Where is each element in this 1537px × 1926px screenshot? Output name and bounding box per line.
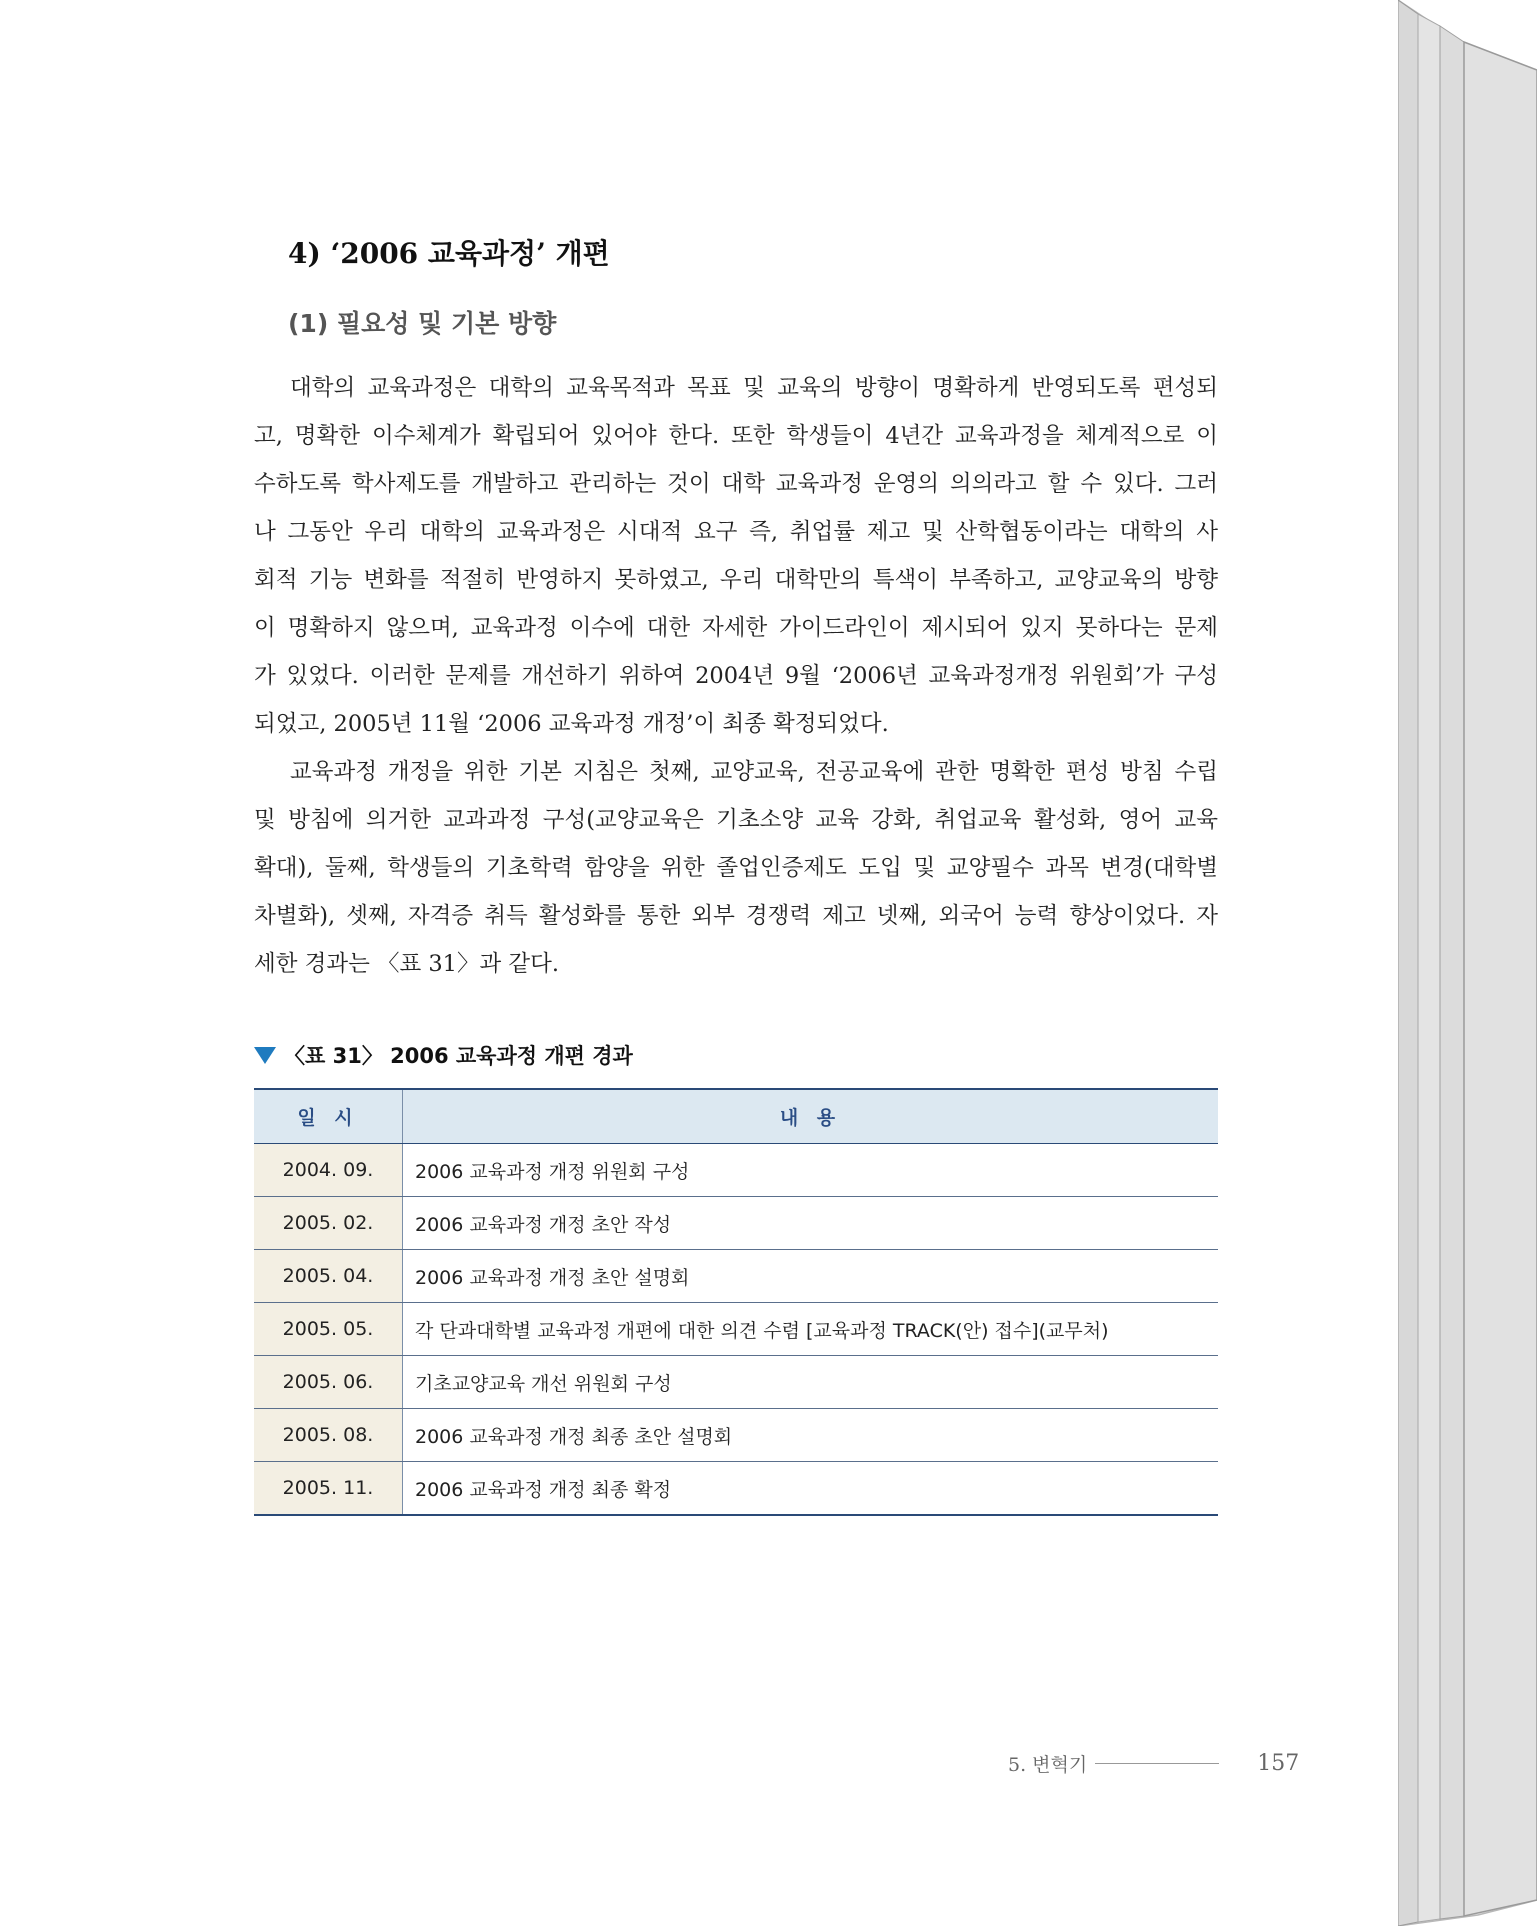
table-row <box>254 1409 1218 1462</box>
table-row <box>254 1303 1218 1356</box>
table-row <box>254 1356 1218 1409</box>
table-caption <box>254 1040 633 1070</box>
paragraph-line: 교육과정 개정을 위한 기본 지침은 첫째, 교양교육, 전공교육에 관한 명확한 편성 방침 수립 <box>290 759 1218 785</box>
paragraph-2 <box>254 748 1218 988</box>
paragraph-line: 이 명확하지 않으며, 교육과정 이수에 대한 자세한 가이드라인이 제시되어 있지 못하다는 문제 <box>254 615 1218 641</box>
paragraph-line: 가 있었다. 이러한 문제를 개선하기 위하여 2004년 9월 ‘2006년 교육과정개정 위원회’가 구성 <box>254 663 1218 689</box>
paragraph-line: 수하도록 학사제도를 개발하고 관리하는 것이 대학 교육과정 운영의 의의라고 할 수 있다. 그러 <box>254 471 1218 497</box>
cell-content: 2006 교육과정 개정 초안 작성 <box>403 1197 1219 1250</box>
cell-content: 기초교양교육 개선 위원회 구성 <box>403 1356 1219 1409</box>
cell-content: 각 단과대학별 교육과정 개편에 대한 의견 수렴 [교육과정 TRACK(안) 접수](교무처) <box>403 1303 1219 1356</box>
chapter-label: 5. 변혁기 <box>1008 1754 1088 1776</box>
table-row <box>254 1462 1218 1516</box>
paragraph-line: 세한 경과는 〈표 31〉과 같다. <box>254 951 560 977</box>
table-header-row <box>254 1089 1218 1144</box>
paragraph-line: 되었고, 2005년 11월 ‘2006 교육과정 개정’이 최종 확정되었다. <box>254 711 889 737</box>
table-row <box>254 1197 1218 1250</box>
header-date: 일 시 <box>254 1089 403 1144</box>
cell-date: 2005. 02. <box>254 1197 403 1250</box>
paragraph-1 <box>254 364 1218 748</box>
table-row <box>254 1144 1218 1197</box>
cell-date: 2005. 11. <box>254 1462 403 1516</box>
triangle-down-icon <box>254 1047 276 1064</box>
section-title: 4) ‘2006 교육과정’ 개편 <box>288 237 610 270</box>
paragraph-line: 나 그동안 우리 대학의 교육과정은 시대적 요구 즉, 취업률 제고 및 산학협동이라는 대학의 사 <box>254 519 1218 545</box>
cell-date: 2004. 09. <box>254 1144 403 1197</box>
paragraph-line: 대학의 교육과정은 대학의 교육목적과 목표 및 교육의 방향이 명확하게 반영되도록 편성되 <box>290 375 1218 401</box>
cell-content: 2006 교육과정 개정 초안 설명회 <box>403 1250 1219 1303</box>
book-page-edges <box>1398 0 1537 1926</box>
cell-date: 2005. 08. <box>254 1409 403 1462</box>
subsection-title: (1) 필요성 및 기본 방향 <box>288 309 557 338</box>
table-caption-text: 〈표 31〉 2006 교육과정 개편 경과 <box>284 1044 633 1068</box>
cell-date: 2005. 06. <box>254 1356 403 1409</box>
cell-date: 2005. 04. <box>254 1250 403 1303</box>
paragraph-line: 및 방침에 의거한 교과과정 구성(교양교육은 기초소양 교육 강화, 취업교육 활성화, 영어 교육 <box>254 807 1218 833</box>
paragraph-line: 차별화), 셋째, 자격증 취득 활성화를 통한 외부 경쟁력 제고 넷째, 외국어 능력 향상이었다. 자 <box>254 903 1218 929</box>
page-footer <box>1008 1750 1299 1777</box>
page-number: 157 <box>1257 1751 1300 1776</box>
cell-date: 2005. 05. <box>254 1303 403 1356</box>
paragraph-line: 회적 기능 변화를 적절히 반영하지 못하였고, 우리 대학만의 특색이 부족하고, 교양교육의 방향 <box>254 567 1218 593</box>
paragraph-line: 고, 명확한 이수체계가 확립되어 있어야 한다. 또한 학생들이 4년간 교육과정을 체계적으로 이 <box>254 423 1218 449</box>
table-row <box>254 1250 1218 1303</box>
header-content: 내 용 <box>403 1089 1219 1144</box>
cell-content: 2006 교육과정 개정 최종 초안 설명회 <box>403 1409 1219 1462</box>
cell-content: 2006 교육과정 개정 위원회 구성 <box>403 1144 1219 1197</box>
footer-rule <box>1095 1763 1219 1764</box>
cell-content: 2006 교육과정 개정 최종 확정 <box>403 1462 1219 1516</box>
paragraph-line: 확대), 둘째, 학생들의 기초학력 함양을 위한 졸업인증제도 도입 및 교양필수 과목 변경(대학별 <box>254 855 1218 881</box>
history-table <box>254 1088 1218 1516</box>
